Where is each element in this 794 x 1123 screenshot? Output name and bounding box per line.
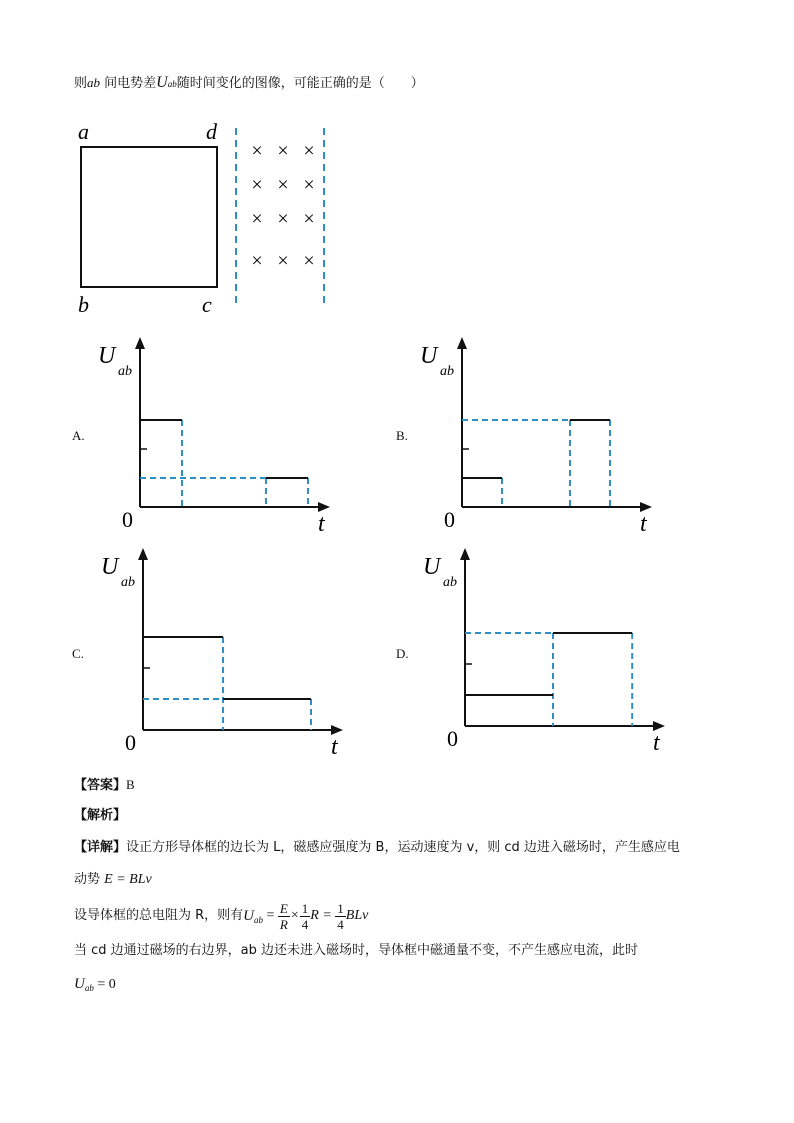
detail-line-3: 设导体框的总电阻为 R，则有 U ab = $\frac{E}{R}$ × $\frac{1}{4}$ R = $\frac{1}{4}$ BLv [74, 900, 369, 932]
t-axis-label: t [640, 511, 647, 534]
u-axis-label: U [423, 554, 441, 580]
field-cross-mark: × [303, 208, 315, 230]
u-axis-subscript: ab [440, 364, 454, 379]
field-cross-mark: × [251, 208, 263, 230]
field-cross-mark: × [303, 250, 315, 272]
t-axis-label: t [318, 511, 325, 534]
answer-value: B [126, 777, 135, 792]
field-cross-mark: × [277, 174, 289, 196]
magnetic-field-crosses [251, 140, 314, 272]
t-axis-label: t [653, 730, 660, 756]
u-axis-subscript: ab [118, 364, 132, 379]
question-text: 则ab 间电势差Uab随时间变化的图像，可能正确的是（ ） [74, 74, 424, 91]
u-axis-subscript: ab [121, 575, 135, 590]
frame-field-figure [60, 112, 360, 322]
option-a-graph [88, 334, 348, 534]
corner-d-label: d [206, 119, 217, 144]
option-d-graph [410, 548, 680, 758]
t-axis-label: t [331, 734, 338, 758]
detail-line-1: 【详解】设正方形导体框的边长为 L，磁感应强度为 B，运动速度为 v，则 cd 边进入磁场时，产生感应电 [74, 840, 680, 855]
corner-b-label: b [78, 292, 89, 317]
option-a-letter: A. [72, 428, 85, 443]
u-axis-subscript: ab [443, 575, 457, 590]
origin-label: 0 [447, 726, 458, 751]
field-cross-mark: × [277, 208, 289, 230]
answer-line: 【答案】B [74, 777, 135, 793]
field-cross-mark: × [303, 174, 315, 196]
option-c-letter: C. [72, 646, 84, 661]
field-cross-mark: × [277, 250, 289, 272]
field-cross-mark: × [251, 174, 263, 196]
detail-line-5: $U_{ab} = 0$ [74, 976, 116, 993]
u-axis-arrow [457, 337, 467, 349]
corner-a-label: a [78, 119, 89, 144]
field-cross-mark: × [251, 140, 263, 162]
u-axis-arrow [138, 548, 148, 560]
origin-label: 0 [122, 507, 133, 532]
option-b-letter: B. [396, 428, 408, 443]
option-d-letter: D. [396, 646, 409, 661]
u-axis-arrow [460, 548, 470, 560]
u-axis-label: U [420, 343, 438, 369]
u-axis-label: U [101, 554, 119, 580]
u-axis-label: U [98, 343, 116, 369]
fraction-e-over-r: $\frac{E}{R}$ [279, 900, 288, 932]
origin-label: 0 [125, 730, 136, 755]
fraction-one-quarter: $\frac{1}{4}$ [301, 900, 309, 932]
detail-line-2: 动势 E = BLv [74, 872, 152, 887]
field-cross-mark: × [251, 250, 263, 272]
option-c-graph [88, 548, 358, 758]
field-cross-mark: × [303, 140, 315, 162]
corner-c-label: c [202, 292, 212, 317]
option-b-graph [410, 334, 670, 534]
field-cross-mark: × [277, 140, 289, 162]
detail-line-4: 当 cd 边通过磁场的右边界，ab 边还未进入磁场时，导体框中磁通量不变，不产生感应电流，此时 [74, 943, 639, 958]
origin-label: 0 [444, 507, 455, 532]
analysis-label: 【解析】 [74, 808, 127, 823]
fraction-one-quarter-2: $\frac{1}{4}$ [337, 900, 344, 932]
u-axis-arrow [135, 337, 145, 349]
square-frame [81, 147, 217, 287]
